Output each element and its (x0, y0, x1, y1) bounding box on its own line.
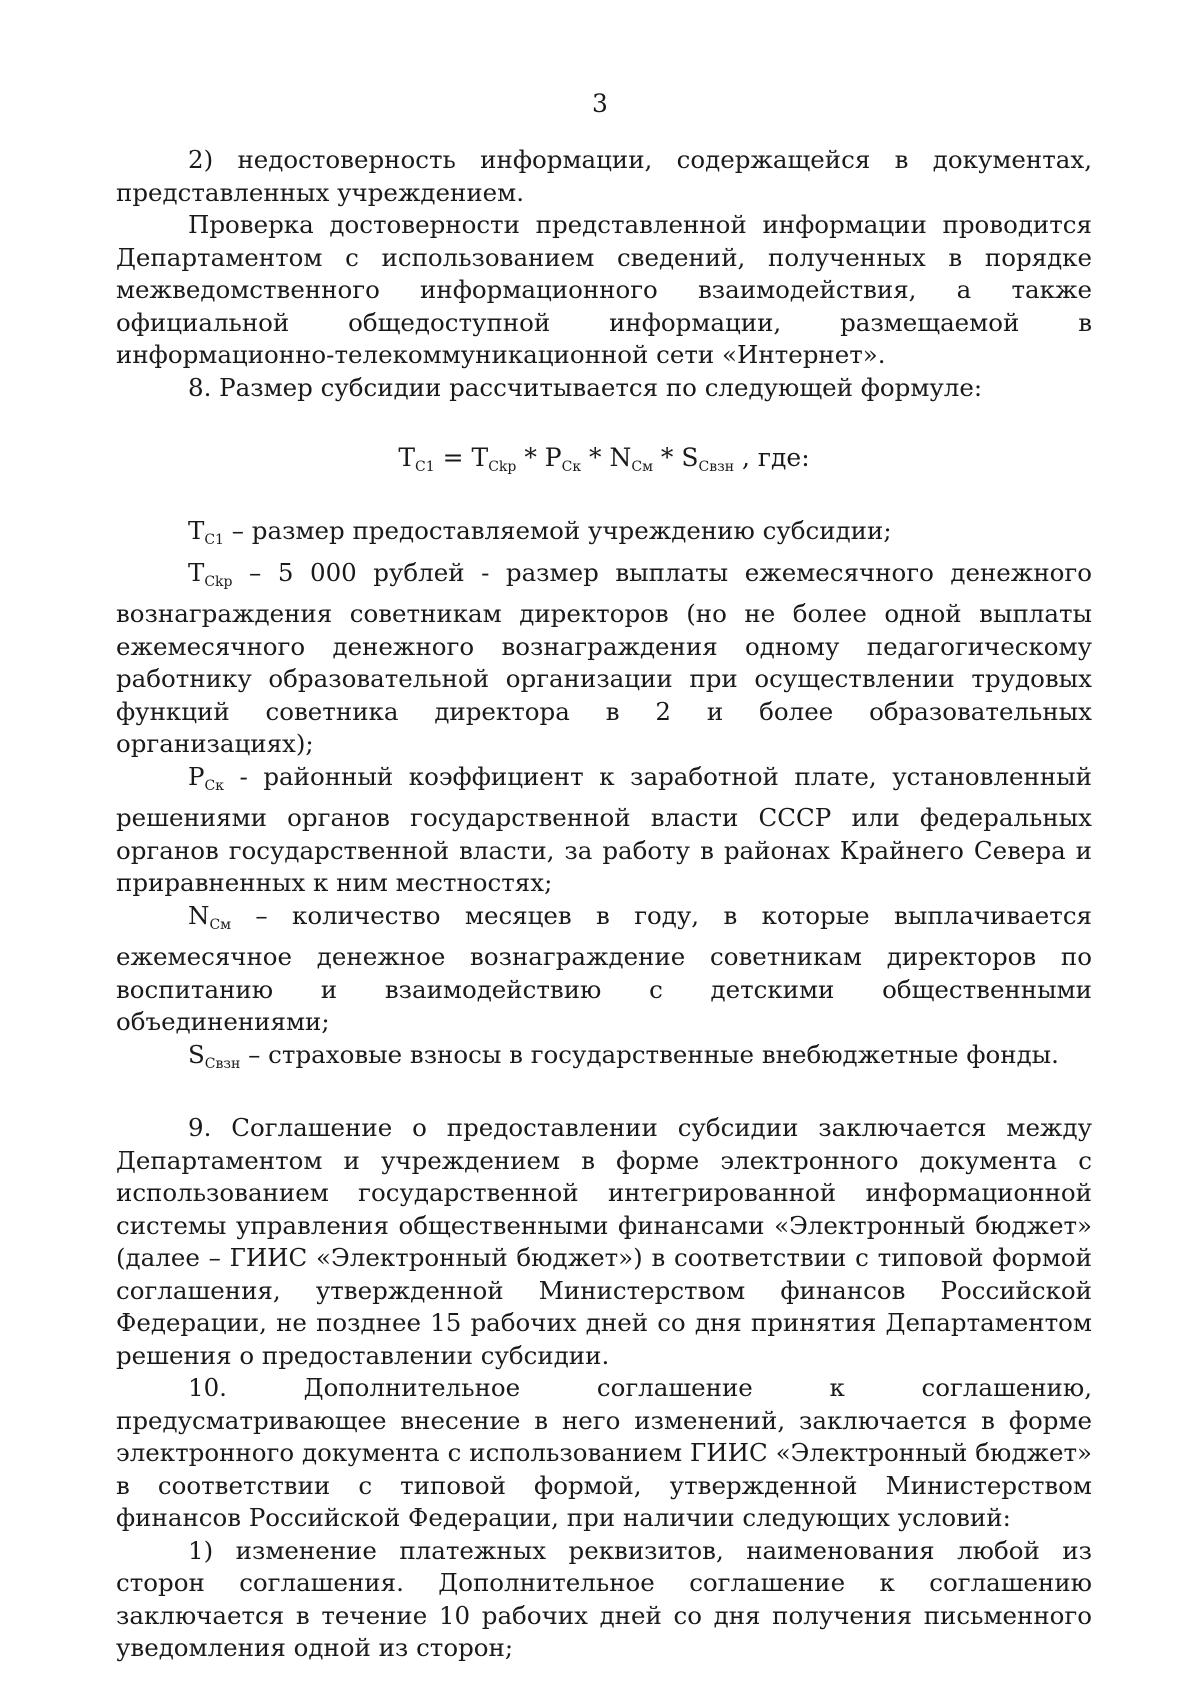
definition-tc1: $T_{C1}$ – размер предоставляемой учреждению субсидии; (188, 516, 892, 548)
formula-term-nsm: $N_{См}$ (609, 443, 653, 475)
paragraph-10-item-1: 1) изменение платежных реквизитов, наименования любой из сторон соглашения. Дополнительное соглашение к соглашению заключается в течение 10 рабочих дней со дня получения письменного уведомления одной из сторон; (116, 1535, 1092, 1662)
definition-tckp: $T_{Ckp} - 5$ 000 рублей - размер выплаты ежемесячного денежного вознаграждения советникам директоров (но не более одной выплаты ежемесячного денежного вознаграждения одному педагогическому работнику образовательной организации при осуществлении трудовых функций советника директора в 2 и более образовательных организациях); (116, 557, 1092, 758)
definition-psk: $P_{Ск}$ - районный коэффициент к заработной плате, установленный решениями органов государственной власти СССР или федеральных органов государственной власти, за работу в районах Крайнего Севера и приравненных к ним местностях; (116, 761, 1092, 897)
formula-term-psk: $P_{Ск}$ (544, 443, 582, 475)
definition-nsm: $N_{См}$ – количество месяцев в году, в которые выплачивается ежемесячное денежное вознаграждение советникам директоров по воспитанию и взаимодействию с детскими общественными объединениями; (116, 900, 1092, 1036)
document-body (116, 144, 1092, 1665)
page-number: 3 (592, 89, 608, 118)
formula-term-tc1: $T_{C1}$ (398, 443, 435, 475)
formula-term-tckp: $T_{Ckp}$ (471, 443, 517, 475)
paragraph-spacer (116, 1080, 1092, 1112)
paragraph-8: 8. Размер субсидии рассчитывается по следующей формуле: (188, 372, 983, 402)
paragraph-10: 10. Дополнительное соглашение к соглашению, предусматривающее внесение в него изменений, заключается в форме электронного документа с использованием ГИИС «Электронный бюджет» в соответствии с типовой формой, утвержденной Министерством финансов Российской Федерации, при наличии следующих условий: (116, 1373, 1092, 1532)
formula-term-s: $S_{Свзн}$ (681, 443, 735, 475)
definition-s: $S_{Свзн}$ – страховые взносы в государственные внебюджетные фонды. (188, 1039, 1059, 1072)
paragraph-9: 9. Соглашение о предоставлении субсидии заключается между Департаментом и учреждением в форме электронного документа с использованием государственной интегрированной информационной системы управления общественными финансами «Электронный бюджет» (далее – ГИИС «Электронный бюджет») в соответствии с типовой формой соглашения, утвержденной Министерством финансов Российской Федерации, не позднее 15 рабочих дней со дня принятия Департаментом решения о предоставлении субсидии. (116, 1113, 1092, 1370)
paragraph-verification: Проверка достоверности представленной информации проводится Департаментом с использованием сведений, полученных в порядке межведомственного информационного взаимодействия, а также официальной общедоступной информации, размещаемой в информационно-телекоммуникационной сети «Интернет». (116, 210, 1092, 369)
subsidy-formula: $T_{C1} = T_{Ckp} * P_{Ск} * N_{См} * S_{Свзн}$ , где: (398, 443, 810, 475)
paragraph-item-2: 2) недостоверность информации, содержащейся в документах, представленных учреждением. (116, 145, 1092, 207)
